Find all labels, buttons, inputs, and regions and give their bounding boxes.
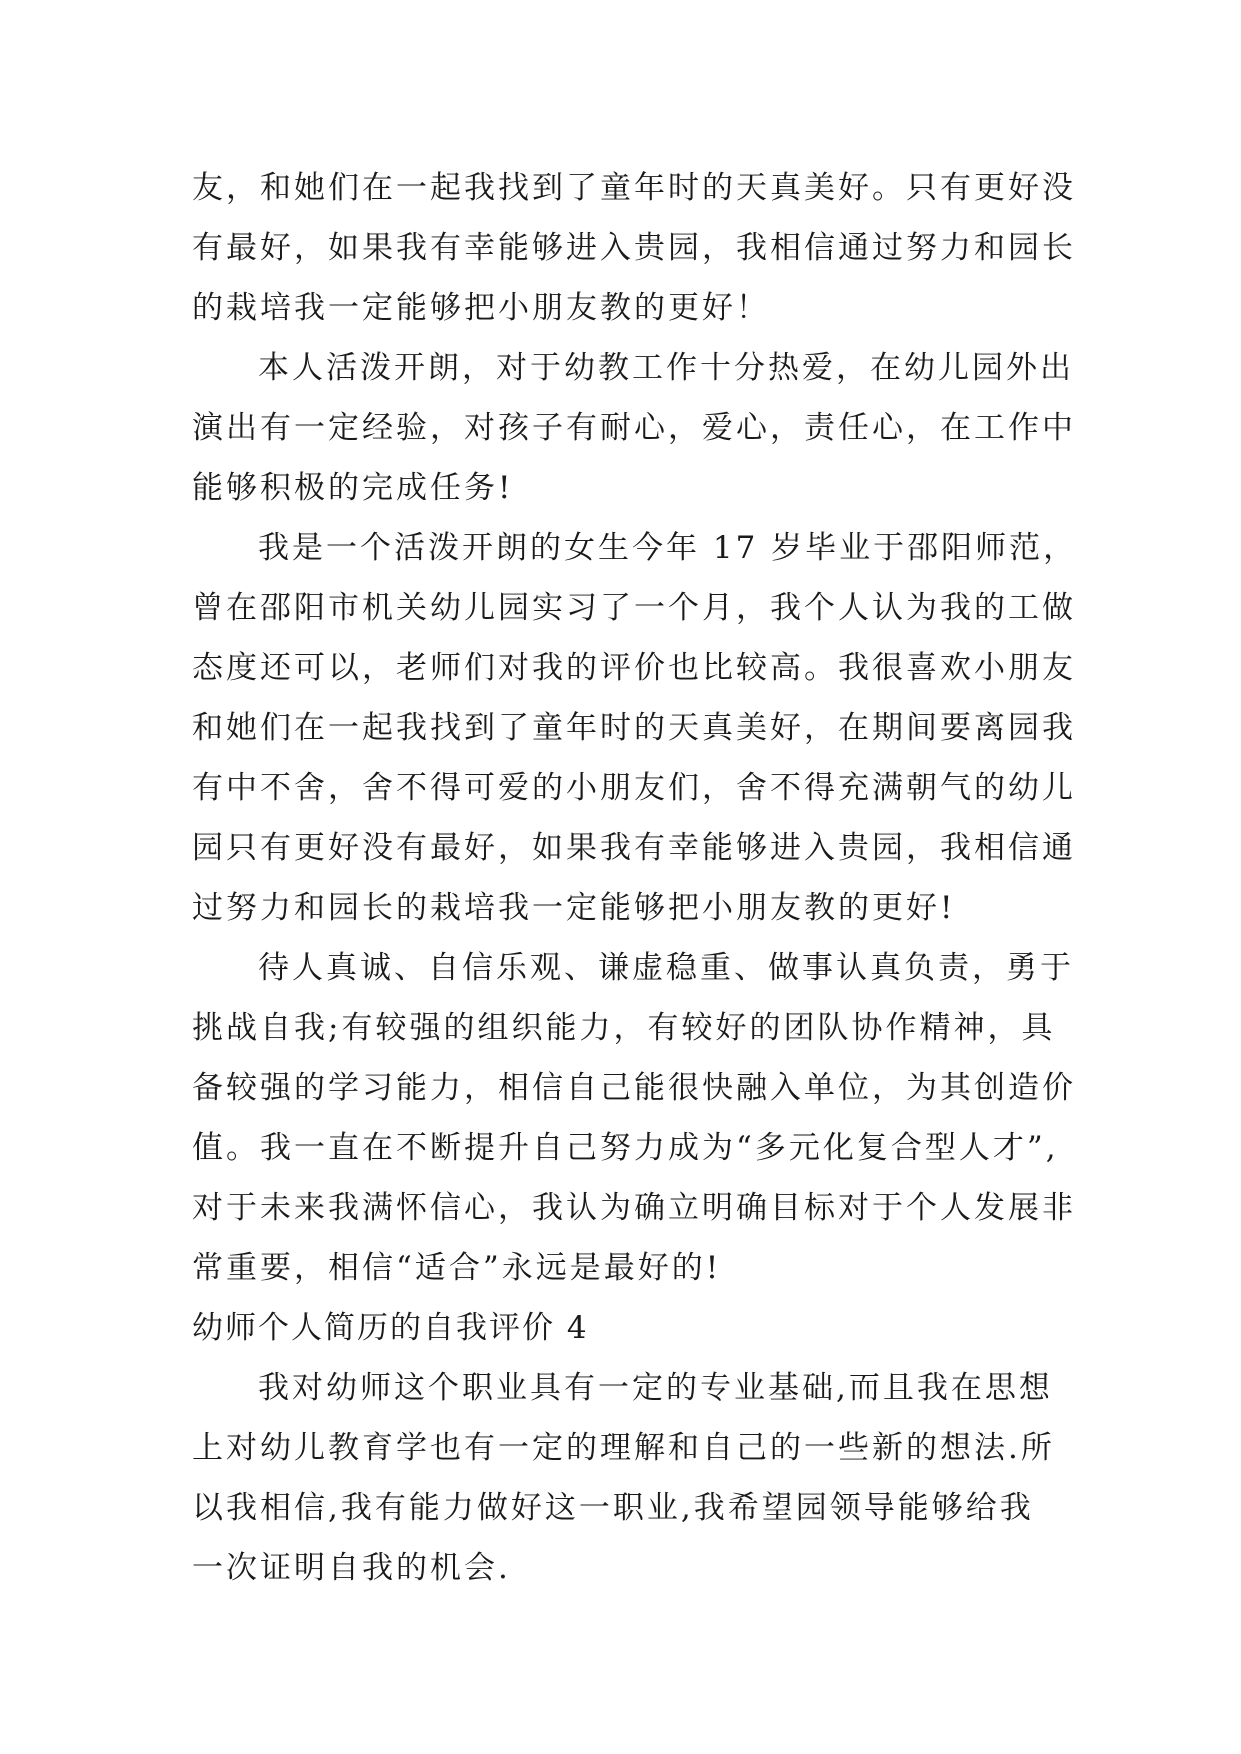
paragraph (192, 518, 1078, 938)
text-line: 过努力和园长的栽培我一定能够把小朋友教的更好! (192, 890, 956, 926)
text-line: 一次证明自我的机会. (192, 1550, 511, 1586)
text-line: 演出有一定经验，对孩子有耐心，爱心，责任心，在工作中 (192, 410, 1076, 446)
text-line: 有中不舍，舍不得可爱的小朋友们，舍不得充满朝气的幼儿 (192, 770, 1076, 806)
text-line: 值。我一直在不断提升自己努力成为“多元化复合型人才”, (192, 1130, 1059, 1166)
text-line: 本人活泼开朗，对于幼教工作十分热爱，在幼儿园外出 (258, 350, 1074, 386)
text-line: 能够积极的完成任务! (192, 470, 514, 506)
document-body (192, 158, 1078, 1598)
text-line: 有最好，如果我有幸能够进入贵园，我相信通过努力和园长 (192, 230, 1076, 266)
text-line: 备较强的学习能力，相信自己能很快融入单位，为其创造价 (192, 1070, 1076, 1106)
text-line: 幼师个人简历的自我评价 4 (192, 1310, 589, 1346)
text-line: 上对幼儿教育学也有一定的理解和自己的一些新的想法.所 (192, 1430, 1055, 1466)
text-line: 和她们在一起我找到了童年时的天真美好，在期间要离园我 (192, 710, 1076, 746)
text-line: 以我相信,我有能力做好这一职业,我希望园领导能够给我 (192, 1490, 1034, 1526)
text-line: 的栽培我一定能够把小朋友教的更好！ (192, 290, 770, 326)
section-heading (192, 1298, 1072, 1358)
text-line: 对于未来我满怀信心，我认为确立明确目标对于个人发展非 (192, 1190, 1076, 1226)
paragraph (192, 158, 1076, 338)
text-line: 我对幼师这个职业具有一定的专业基础,而且我在思想 (258, 1370, 1053, 1406)
text-line: 常重要，相信“适合”永远是最好的! (192, 1250, 722, 1286)
text-line: 挑战自我;有较强的组织能力，有较好的团队协作精神，具 (192, 1010, 1056, 1046)
paragraph (192, 1358, 1072, 1598)
text-line: 待人真诚、自信乐观、谦虚稳重、做事认真负责，勇于 (258, 950, 1074, 986)
text-line: 园只有更好没有最好，如果我有幸能够进入贵园，我相信通 (192, 830, 1076, 866)
text-line: 曾在邵阳市机关幼儿园实习了一个月，我个人认为我的工做 (192, 590, 1076, 626)
text-line: 态度还可以，老师们对我的评价也比较高。我很喜欢小朋友 (192, 650, 1076, 686)
text-line: 友，和她们在一起我找到了童年时的天真美好。只有更好没 (192, 170, 1076, 206)
paragraph (192, 338, 1076, 518)
paragraph (192, 938, 1076, 1298)
text-line: 我是一个活泼开朗的女生今年 17 岁毕业于邵阳师范， (258, 530, 1078, 566)
